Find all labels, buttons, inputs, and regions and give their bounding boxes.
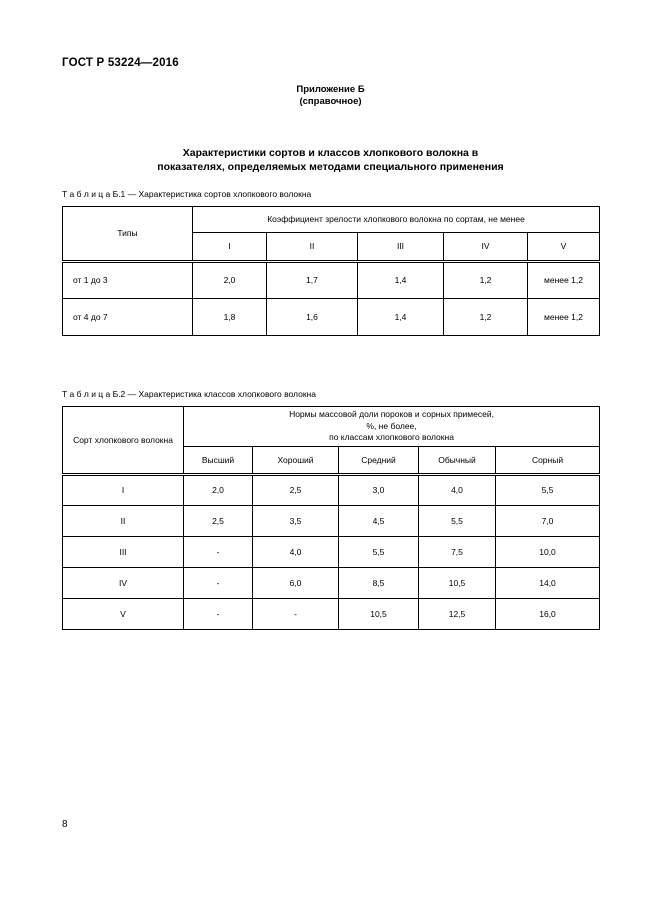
- table-b2-row: [63, 475, 600, 506]
- value-cell: 1,6: [267, 299, 358, 336]
- row-label-cell: от 4 до 7: [63, 299, 193, 336]
- table-b2-group-header-cell: [184, 407, 600, 447]
- table-b2-row: [63, 568, 600, 599]
- group-header-line3: по классам хлопкового волокна: [329, 432, 454, 443]
- row-label-cell: II: [63, 506, 184, 537]
- row-label-cell: III: [63, 537, 184, 568]
- main-title-line1: Характеристики сортов и классов хлопкового волокна в: [182, 147, 479, 159]
- row-label-cell: I: [63, 475, 184, 506]
- value-cell: 10,0: [496, 537, 600, 568]
- value-cell: 3,5: [253, 506, 339, 537]
- value-cell: -: [184, 537, 253, 568]
- table-b2-caption: Т а б л и ц а Б.2 — Характеристика классов хлопкового волокна: [62, 389, 316, 399]
- table-b1-subheader-cell: II: [267, 233, 358, 262]
- value-cell: 8,5: [339, 568, 419, 599]
- table-b2-subheader-cell: Высший: [184, 447, 253, 475]
- value-cell: 12,5: [419, 599, 496, 630]
- value-cell: 1,2: [444, 262, 528, 299]
- table-b2-subheader-cell: Хороший: [253, 447, 339, 475]
- value-cell: -: [184, 568, 253, 599]
- table-b1-header-row-1: [63, 207, 600, 233]
- table-b1-col0-header-cell: Типы: [63, 207, 193, 262]
- value-cell: 10,5: [419, 568, 496, 599]
- value-cell: 3,0: [339, 475, 419, 506]
- table-b1: [62, 206, 600, 336]
- value-cell: -: [184, 599, 253, 630]
- appendix-title: Приложение Б: [296, 84, 365, 95]
- value-cell: 2,5: [184, 506, 253, 537]
- value-cell: -: [253, 599, 339, 630]
- table-b2-header-row-1: [63, 407, 600, 447]
- value-cell: 1,4: [358, 262, 444, 299]
- value-cell: 1,8: [193, 299, 267, 336]
- table-b2-subheader-cell: Обычный: [419, 447, 496, 475]
- value-cell: 4,0: [419, 475, 496, 506]
- table-b1-row: [63, 262, 600, 299]
- value-cell: 7,0: [496, 506, 600, 537]
- table-b1-subheader-cell: V: [528, 233, 600, 262]
- table-b1-subheader-cell: III: [358, 233, 444, 262]
- page-number: 8: [62, 819, 68, 830]
- table-b2: [62, 406, 600, 630]
- table-b2-row: [63, 506, 600, 537]
- value-cell: 14,0: [496, 568, 600, 599]
- group-header-line2: %, не более,: [366, 420, 417, 431]
- value-cell: менее 1,2: [528, 262, 600, 299]
- main-title-line2: показателях, определяемых методами специального применения: [157, 160, 504, 173]
- appendix-subtitle: (справочное): [299, 96, 362, 107]
- value-cell: 4,0: [253, 537, 339, 568]
- appendix-heading: [62, 84, 599, 108]
- table-b2-subheader-cell: Средний: [339, 447, 419, 475]
- value-cell: 2,5: [253, 475, 339, 506]
- value-cell: 2,0: [184, 475, 253, 506]
- row-label-cell: от 1 до 3: [63, 262, 193, 299]
- row-label-cell: IV: [63, 568, 184, 599]
- group-header-line1: Нормы массовой доли пороков и сорных примесей,: [289, 409, 494, 420]
- table-b1-group-header-cell: Коэффициент зрелости хлопкового волокна по сортам, не менее: [193, 207, 600, 233]
- value-cell: 5,5: [419, 506, 496, 537]
- table-b1-row: [63, 299, 600, 336]
- value-cell: 1,4: [358, 299, 444, 336]
- row-label-cell: V: [63, 599, 184, 630]
- value-cell: 6,0: [253, 568, 339, 599]
- value-cell: 4,5: [339, 506, 419, 537]
- table-b1-caption: Т а б л и ц а Б.1 — Характеристика сортов хлопкового волокна: [62, 189, 312, 199]
- table-b1-subheader-cell: I: [193, 233, 267, 262]
- table-b2-subheader-cell: Сорный: [496, 447, 600, 475]
- value-cell: менее 1,2: [528, 299, 600, 336]
- value-cell: 1,7: [267, 262, 358, 299]
- value-cell: 5,5: [339, 537, 419, 568]
- value-cell: 1,2: [444, 299, 528, 336]
- table-b2-row: [63, 537, 600, 568]
- table-b1-subheader-cell: IV: [444, 233, 528, 262]
- doc-code: ГОСТ Р 53224—2016: [62, 57, 179, 69]
- main-title: [62, 147, 599, 174]
- value-cell: 7,5: [419, 537, 496, 568]
- value-cell: 5,5: [496, 475, 600, 506]
- value-cell: 16,0: [496, 599, 600, 630]
- table-b2-col0-header-cell: Сорт хлопкового волокна: [63, 407, 184, 475]
- value-cell: 10,5: [339, 599, 419, 630]
- value-cell: 2,0: [193, 262, 267, 299]
- table-b2-row: [63, 599, 600, 630]
